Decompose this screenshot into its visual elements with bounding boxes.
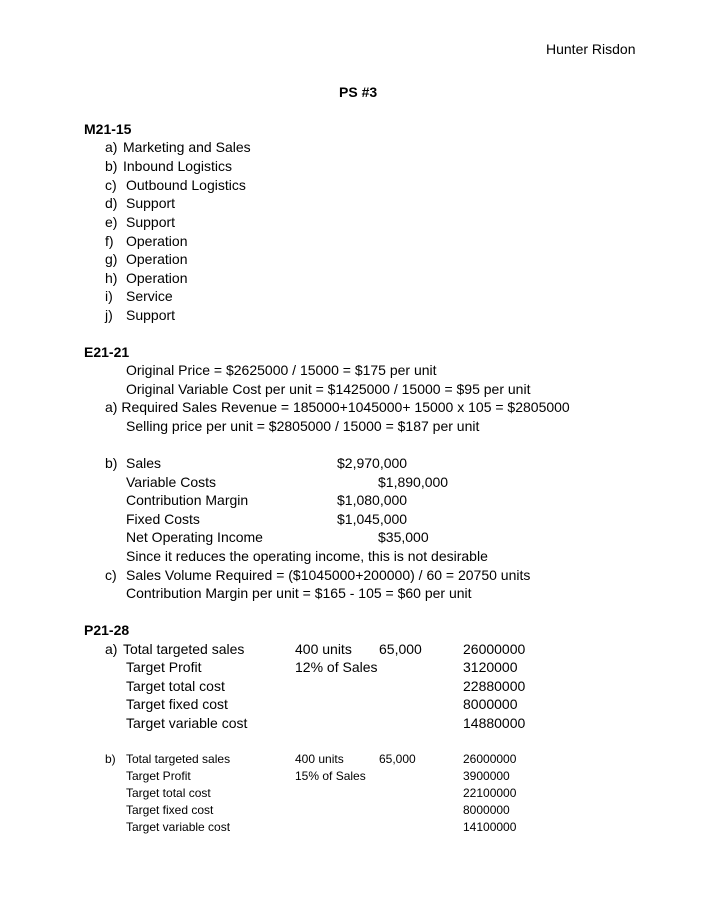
row-col3: 26000000 <box>463 752 517 766</box>
list-letter: h) <box>105 270 118 286</box>
row-label: Variable Costs <box>126 474 217 490</box>
list-item: Service <box>126 288 173 304</box>
list-item: Operation <box>126 251 188 267</box>
list-letter: b) <box>105 752 116 766</box>
list-letter: f) <box>105 233 114 249</box>
row-label: Fixed Costs <box>126 511 200 527</box>
list-letter: b) <box>105 455 118 471</box>
row-value: $1,080,000 <box>337 492 408 508</box>
row-col1: 400 units <box>295 641 352 657</box>
row-value: $2,970,000 <box>337 455 408 471</box>
row-label: Target variable cost <box>126 820 231 834</box>
list-letter: c) <box>105 567 117 583</box>
row-col1: 12% of Sales <box>295 659 378 675</box>
list-letter: a) <box>105 139 118 155</box>
row-label: Total targeted sales <box>126 752 231 766</box>
row-col3: 22880000 <box>463 678 526 694</box>
original-price-line: Original Price = $2625000 / 15000 = $175 per unit <box>126 362 437 378</box>
row-col1: 15% of Sales <box>295 769 366 783</box>
list-letter: g) <box>105 251 118 267</box>
list-item: Inbound Logistics <box>123 158 232 174</box>
required-sales-revenue-line: a) Required Sales Revenue = 185000+1045000+ 15000 x 105 = $2805000 <box>105 399 570 415</box>
list-letter: j) <box>105 307 113 323</box>
row-label: Total targeted sales <box>123 641 245 657</box>
contribution-margin-line: Contribution Margin per unit = $165 - 105 = $60 per unit <box>126 585 472 601</box>
list-letter: a) <box>105 641 118 657</box>
row-value: $1,890,000 <box>378 474 449 490</box>
row-col3: 3120000 <box>463 659 518 675</box>
row-label: Target total cost <box>126 678 225 694</box>
row-col3: 26000000 <box>463 641 526 657</box>
author-name: Hunter Risdon <box>546 41 636 57</box>
row-col3: 14880000 <box>463 715 526 731</box>
page-title: PS #3 <box>339 84 378 100</box>
list-letter: i) <box>105 288 113 304</box>
row-col3: 3900000 <box>463 769 510 783</box>
row-value: $1,045,000 <box>337 511 408 527</box>
row-col3: 22100000 <box>463 786 517 800</box>
row-col1: 400 units <box>295 752 344 766</box>
row-label: Target Profit <box>126 659 202 675</box>
row-col2: 65,000 <box>379 641 422 657</box>
row-col3: 8000000 <box>463 696 518 712</box>
list-item: Operation <box>126 233 188 249</box>
row-label: Sales <box>126 455 162 471</box>
sales-volume-line: Sales Volume Required = ($1045000+200000) / 60 = 20750 units <box>126 567 531 583</box>
list-letter: e) <box>105 214 118 230</box>
row-label: Target fixed cost <box>126 696 228 712</box>
row-label: Target Profit <box>126 769 191 783</box>
section-heading-m21-15: M21-15 <box>84 121 132 137</box>
row-label: Target total cost <box>126 786 211 800</box>
row-col3: 14100000 <box>463 820 517 834</box>
list-letter: b) <box>105 158 118 174</box>
section-heading-p21-28: P21-28 <box>84 622 130 638</box>
row-label: Target variable cost <box>126 715 248 731</box>
list-item: Operation <box>126 270 188 286</box>
row-col3: 8000000 <box>463 803 510 817</box>
list-item: Support <box>126 214 176 230</box>
list-item: Support <box>126 195 176 211</box>
list-item: Support <box>126 307 176 323</box>
desirability-note: Since it reduces the operating income, this is not desirable <box>126 548 488 564</box>
row-col2: 65,000 <box>379 752 416 766</box>
row-label: Target fixed cost <box>126 803 214 817</box>
list-letter: c) <box>105 177 117 193</box>
row-label: Net Operating Income <box>126 529 263 545</box>
list-item: Outbound Logistics <box>126 177 246 193</box>
row-value: $35,000 <box>378 529 429 545</box>
section-heading-e21-21: E21-21 <box>84 344 130 360</box>
list-item: Marketing and Sales <box>123 139 251 155</box>
selling-price-line: Selling price per unit = $2805000 / 15000 = $187 per unit <box>126 418 480 434</box>
row-label: Contribution Margin <box>126 492 249 508</box>
list-letter: d) <box>105 195 118 211</box>
original-variable-cost-line: Original Variable Cost per unit = $1425000 / 15000 = $95 per unit <box>126 381 531 397</box>
